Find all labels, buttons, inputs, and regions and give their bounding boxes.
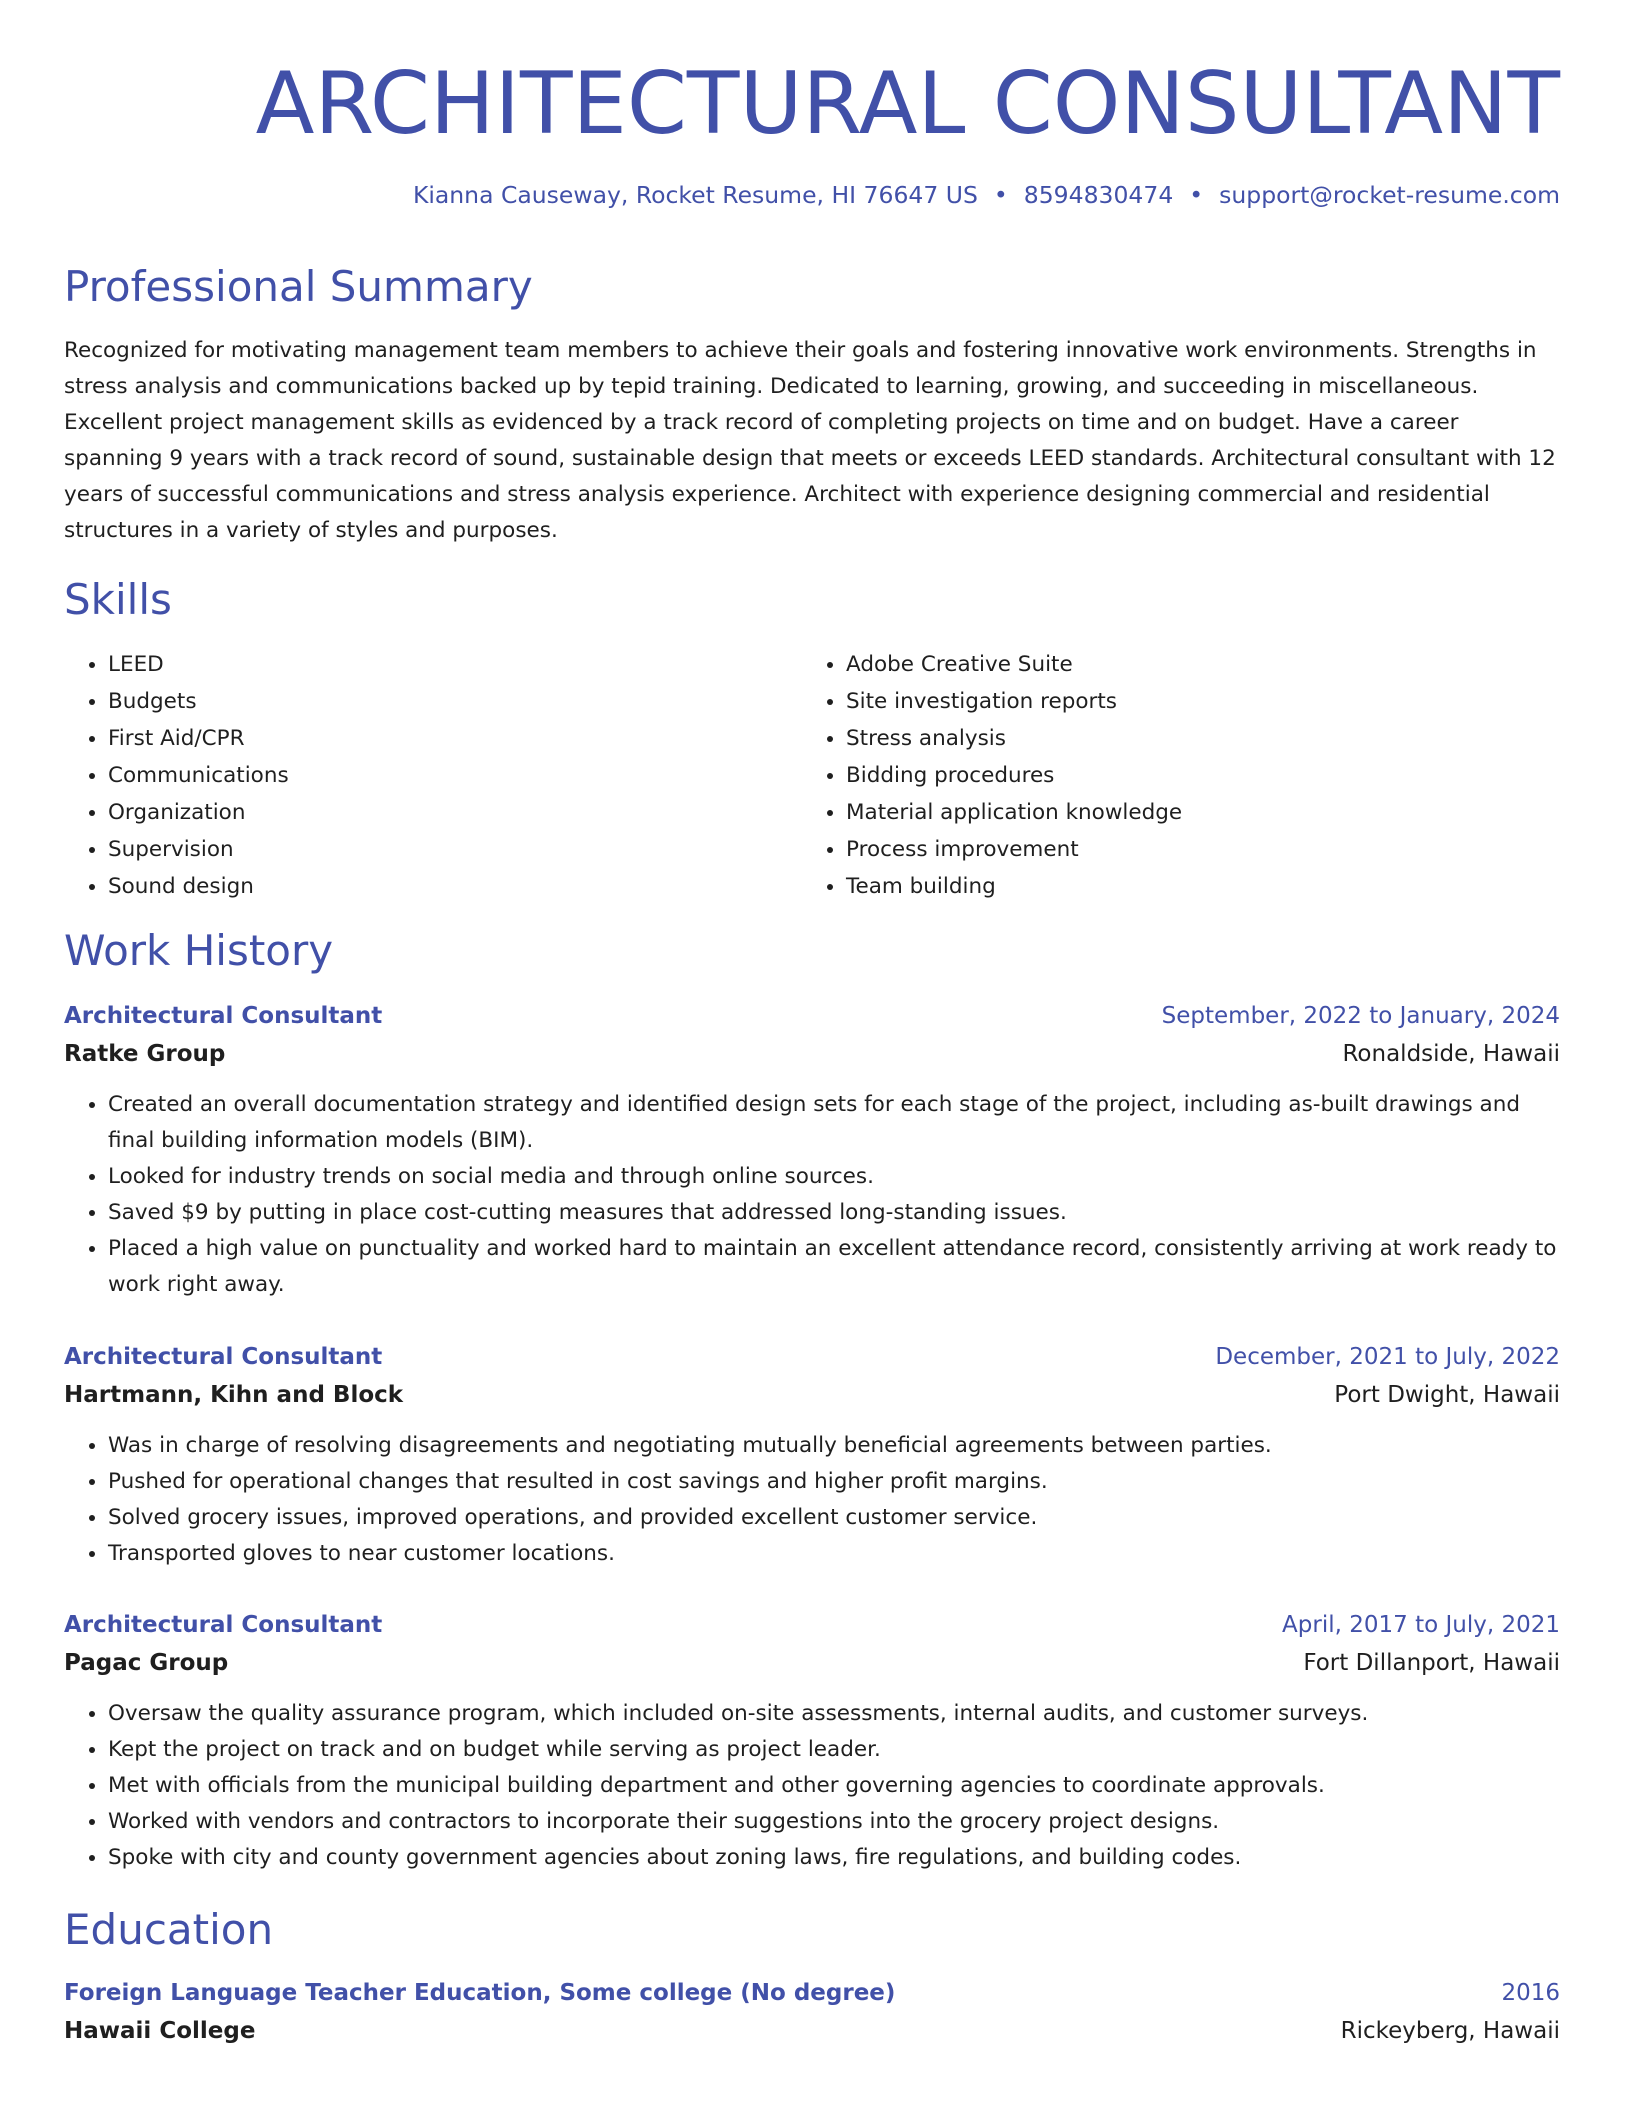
job-role: Architectural Consultant [64,1612,383,1638]
job-bullet: • Pushed for operational changes that resulted in cost savings and higher profit margins. [108,1464,1560,1500]
contact-separator: • [993,181,1008,209]
job-bullet: • Worked with vendors and contractors to incorporate their suggestions into the grocery project designs. [108,1804,1560,1840]
job-location: Ronaldside, Hawaii [1342,1041,1560,1067]
section-title-skills: Skills [64,575,172,624]
summary-text: Recognized for motivating management team members to achieve their goals and fostering innovative work environments. Strengths in stress analysis and communications backed up by tepid training. Dedicated to learning, growing, and succeeding in miscellaneous. Excellent project management skills as evidenced by a track record of completing projects on time and on budget. Have a career spanning 9 years with a track record of sound, sustainable design that meets or exceeds LEED standards. Architectural consultant with 12 years of successful communications and stress analysis experience. Architect with experience designing commercial and residential structures in a variety of styles and purposes. [64,338,1556,543]
skill-item: • Communications [108,757,808,794]
skill-item: • Site investigation reports [846,683,1546,720]
education-entry [64,1974,1560,2050]
contact-line [64,180,1560,210]
skill-item: • Bidding procedures [846,757,1546,794]
skills-list-left [64,646,808,905]
education-year: 2016 [1501,1980,1560,2006]
job-bullet: • Saved $9 by putting in place cost-cutting measures that addressed long-standing issues. [108,1195,1560,1231]
job-bullet: • Placed a high value on punctuality and worked hard to maintain an excellent attendance record, consistently arriving at work ready to work right away. [108,1231,1560,1303]
job-bullet: • Looked for industry trends on social media and through online sources. [108,1159,1560,1195]
job-company: Ratke Group [64,1041,226,1067]
job-bullets [64,1087,1560,1303]
job-role: Architectural Consultant [64,1003,383,1029]
education-location: Rickeyberg, Hawaii [1340,2018,1560,2044]
education-school: Hawaii College [64,2018,256,2044]
job-location: Port Dwight, Hawaii [1334,1382,1560,1408]
job-bullet: • Kept the project on track and on budget while serving as project leader. [108,1732,1560,1768]
skill-item: • LEED [108,646,808,683]
contact-email[interactable]: support@rocket-resume.com [1219,181,1560,209]
job-entry [64,1338,1560,1572]
skill-item: • Stress analysis [846,720,1546,757]
job-dates: December, 2021 to July, 2022 [1215,1344,1560,1370]
job-company: Hartmann, Kihn and Block [64,1382,404,1408]
contact-phone: 8594830474 [1023,181,1174,209]
section-title-education: Education [64,1905,274,1954]
job-dates: September, 2022 to January, 2024 [1161,1003,1560,1029]
contact-separator: • [1189,181,1204,209]
resume-name: ARCHITECTURAL CONSULTANT [255,54,1560,154]
skill-item: • Supervision [108,831,808,868]
job-company: Pagac Group [64,1650,229,1676]
job-bullet: • Spoke with city and county government agencies about zoning laws, fire regulations, and building codes. [108,1840,1560,1876]
resume-page [64,0,1560,2044]
job-location: Fort Dillanport, Hawaii [1303,1650,1560,1676]
skills-list-right [802,646,1546,905]
job-bullet: • Created an overall documentation strategy and identified design sets for each stage of the project, including as-built drawings and final building information models (BIM). [108,1087,1560,1159]
job-dates: April, 2017 to July, 2021 [1282,1612,1560,1638]
job-entry [64,1606,1560,1876]
section-title-work-history: Work History [64,926,334,975]
skill-item: • Sound design [108,868,808,905]
skill-item: • Process improvement [846,831,1546,868]
job-bullets [64,1696,1560,1876]
skill-item: • Material application knowledge [846,794,1546,831]
job-entry [64,997,1560,1303]
job-bullet: • Solved grocery issues, improved operations, and provided excellent customer service. [108,1500,1560,1536]
job-bullet: • Transported gloves to near customer locations. [108,1536,1560,1572]
job-bullet: • Oversaw the quality assurance program, which included on-site assessments, internal audits, and customer surveys. [108,1696,1560,1732]
contact-address: Kianna Causeway, Rocket Resume, HI 76647 US [412,181,978,209]
job-bullets [64,1428,1560,1572]
skill-item: • Adobe Creative Suite [846,646,1546,683]
education-degree: Foreign Language Teacher Education, Some college (No degree) [64,1980,896,2006]
skill-item: • Budgets [108,683,808,720]
job-bullet: • Was in charge of resolving disagreements and negotiating mutually beneficial agreements between parties. [108,1428,1560,1464]
section-title-summary: Professional Summary [64,262,533,311]
skill-item: • First Aid/CPR [108,720,808,757]
skill-item: • Organization [108,794,808,831]
job-bullet: • Met with officials from the municipal building department and other governing agencies to coordinate approvals. [108,1768,1560,1804]
job-role: Architectural Consultant [64,1344,383,1370]
skill-item: • Team building [846,868,1546,905]
